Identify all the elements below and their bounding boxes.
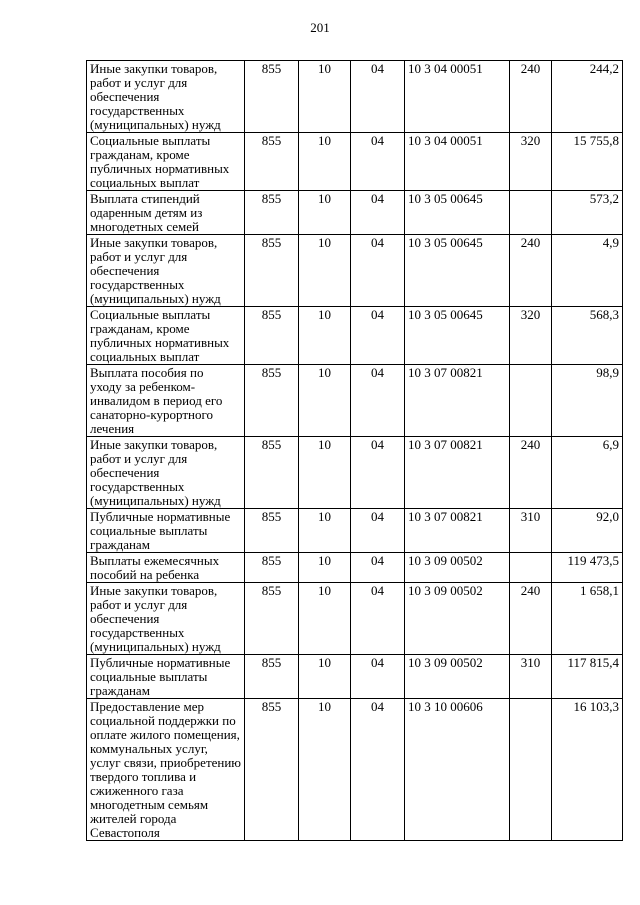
item-name-line: твердого топлива и xyxy=(90,769,197,784)
target-article-cell: 10 3 09 00502 xyxy=(405,583,510,655)
target-article-cell: 10 3 04 00051 xyxy=(405,133,510,191)
section-cell: 10 xyxy=(299,61,351,133)
item-name-cell xyxy=(87,437,245,509)
table-row xyxy=(87,509,623,553)
subsection-cell: 04 xyxy=(351,437,405,509)
item-name-line: социальных выплат xyxy=(90,175,200,190)
item-name-line: гражданам xyxy=(90,537,150,552)
item-name-cell xyxy=(87,61,245,133)
item-name-line: Социальные выплаты xyxy=(90,133,211,148)
amount-cell: 92,0 xyxy=(552,509,623,553)
item-name-line: уходу за ребенком- xyxy=(90,379,196,394)
amount-cell: 1 658,1 xyxy=(552,583,623,655)
item-name-line: (муниципальных) нужд xyxy=(90,117,221,132)
ministry-code-cell: 855 xyxy=(245,133,299,191)
item-name-cell xyxy=(87,191,245,235)
ministry-code-cell: 855 xyxy=(245,437,299,509)
amount-cell: 573,2 xyxy=(552,191,623,235)
budget-table xyxy=(86,60,623,841)
target-article-cell: 10 3 09 00502 xyxy=(405,655,510,699)
item-name-line: Иные закупки товаров, xyxy=(90,437,218,452)
table-row xyxy=(87,655,623,699)
item-name-line: Выплаты ежемесячных xyxy=(90,553,220,568)
item-name-line: оплате жилого помещения, xyxy=(90,727,240,742)
amount-cell: 117 815,4 xyxy=(552,655,623,699)
table-row xyxy=(87,553,623,583)
page-number: 201 xyxy=(310,20,330,35)
section-cell: 10 xyxy=(299,655,351,699)
amount-cell: 15 755,8 xyxy=(552,133,623,191)
expense-kind-cell: 320 xyxy=(510,133,552,191)
subsection-cell: 04 xyxy=(351,307,405,365)
subsection-cell: 04 xyxy=(351,133,405,191)
item-name-line: публичных нормативных xyxy=(90,335,230,350)
section-cell: 10 xyxy=(299,437,351,509)
table-row xyxy=(87,133,623,191)
item-name-cell xyxy=(87,235,245,307)
item-name-line: социальные выплаты xyxy=(90,669,208,684)
amount-cell: 119 473,5 xyxy=(552,553,623,583)
target-article-cell: 10 3 07 00821 xyxy=(405,437,510,509)
item-name-cell xyxy=(87,365,245,437)
item-name-line: социальные выплаты xyxy=(90,523,208,538)
item-name-line: инвалидом в период его xyxy=(90,393,223,408)
item-name-line: жителей города xyxy=(90,811,177,826)
table-row xyxy=(87,699,623,841)
section-cell: 10 xyxy=(299,307,351,365)
table-row xyxy=(87,365,623,437)
item-name-line: Иные закупки товаров, xyxy=(90,61,218,76)
item-name-line: одаренным детям из xyxy=(90,205,203,220)
expense-kind-cell: 310 xyxy=(510,509,552,553)
item-name-cell xyxy=(87,307,245,365)
item-name-line: работ и услуг для xyxy=(90,597,188,612)
item-name-line: обеспечения xyxy=(90,611,160,626)
target-article-cell: 10 3 05 00645 xyxy=(405,235,510,307)
target-article-cell: 10 3 05 00645 xyxy=(405,191,510,235)
item-name-line: (муниципальных) нужд xyxy=(90,291,221,306)
item-name-line: Выплата пособия по xyxy=(90,365,204,380)
subsection-cell: 04 xyxy=(351,509,405,553)
target-article-cell: 10 3 07 00821 xyxy=(405,365,510,437)
item-name-line: гражданам, кроме xyxy=(90,147,190,162)
item-name-line: Иные закупки товаров, xyxy=(90,235,218,250)
item-name-line: Предоставление мер xyxy=(90,699,204,714)
item-name-line: работ и услуг для xyxy=(90,451,188,466)
ministry-code-cell: 855 xyxy=(245,235,299,307)
subsection-cell: 04 xyxy=(351,699,405,841)
table-row xyxy=(87,235,623,307)
item-name-line: социальной поддержки по xyxy=(90,713,236,728)
item-name-cell xyxy=(87,699,245,841)
amount-cell: 6,9 xyxy=(552,437,623,509)
item-name-line: лечения xyxy=(90,421,135,436)
subsection-cell: 04 xyxy=(351,583,405,655)
item-name-line: санаторно-курортного xyxy=(90,407,213,422)
target-article-cell: 10 3 07 00821 xyxy=(405,509,510,553)
table-row xyxy=(87,307,623,365)
item-name-line: коммунальных услуг, xyxy=(90,741,208,756)
target-article-cell: 10 3 05 00645 xyxy=(405,307,510,365)
section-cell: 10 xyxy=(299,699,351,841)
subsection-cell: 04 xyxy=(351,553,405,583)
item-name-cell xyxy=(87,553,245,583)
ministry-code-cell: 855 xyxy=(245,307,299,365)
item-name-line: работ и услуг для xyxy=(90,249,188,264)
item-name-line: Публичные нормативные xyxy=(90,509,231,524)
item-name-line: гражданам, кроме xyxy=(90,321,190,336)
amount-cell: 244,2 xyxy=(552,61,623,133)
expense-kind-cell xyxy=(510,365,552,437)
expense-kind-cell: 320 xyxy=(510,307,552,365)
item-name-cell xyxy=(87,509,245,553)
expense-kind-cell: 240 xyxy=(510,583,552,655)
section-cell: 10 xyxy=(299,553,351,583)
table-row xyxy=(87,191,623,235)
item-name-line: Иные закупки товаров, xyxy=(90,583,218,598)
target-article-cell: 10 3 10 00606 xyxy=(405,699,510,841)
item-name-line: государственных xyxy=(90,625,185,640)
amount-cell: 4,9 xyxy=(552,235,623,307)
target-article-cell: 10 3 09 00502 xyxy=(405,553,510,583)
section-cell: 10 xyxy=(299,365,351,437)
section-cell: 10 xyxy=(299,583,351,655)
section-cell: 10 xyxy=(299,133,351,191)
item-name-line: работ и услуг для xyxy=(90,75,188,90)
item-name-line: государственных xyxy=(90,277,185,292)
table-row xyxy=(87,583,623,655)
item-name-line: социальных выплат xyxy=(90,349,200,364)
expense-kind-cell: 310 xyxy=(510,655,552,699)
ministry-code-cell: 855 xyxy=(245,655,299,699)
item-name-cell xyxy=(87,133,245,191)
subsection-cell: 04 xyxy=(351,61,405,133)
item-name-cell xyxy=(87,583,245,655)
amount-cell: 16 103,3 xyxy=(552,699,623,841)
expense-kind-cell xyxy=(510,191,552,235)
expense-kind-cell xyxy=(510,553,552,583)
expense-kind-cell: 240 xyxy=(510,437,552,509)
ministry-code-cell: 855 xyxy=(245,583,299,655)
item-name-line: сжиженного газа xyxy=(90,783,184,798)
subsection-cell: 04 xyxy=(351,365,405,437)
item-name-line: гражданам xyxy=(90,683,150,698)
ministry-code-cell: 855 xyxy=(245,191,299,235)
amount-cell: 568,3 xyxy=(552,307,623,365)
budget-table-body xyxy=(87,61,623,841)
subsection-cell: 04 xyxy=(351,655,405,699)
item-name-line: обеспечения xyxy=(90,465,160,480)
section-cell: 10 xyxy=(299,191,351,235)
item-name-line: многодетных семей xyxy=(90,219,199,234)
item-name-line: Публичные нормативные xyxy=(90,655,231,670)
ministry-code-cell: 855 xyxy=(245,699,299,841)
expense-kind-cell xyxy=(510,699,552,841)
item-name-line: Социальные выплаты xyxy=(90,307,211,322)
target-article-cell: 10 3 04 00051 xyxy=(405,61,510,133)
item-name-cell xyxy=(87,655,245,699)
expense-kind-cell: 240 xyxy=(510,61,552,133)
item-name-line: обеспечения xyxy=(90,263,160,278)
item-name-line: многодетным семьям xyxy=(90,797,209,812)
ministry-code-cell: 855 xyxy=(245,61,299,133)
section-cell: 10 xyxy=(299,509,351,553)
subsection-cell: 04 xyxy=(351,191,405,235)
item-name-line: государственных xyxy=(90,479,185,494)
item-name-line: услуг связи, приобретению xyxy=(90,755,242,770)
item-name-line: пособий на ребенка xyxy=(90,567,200,582)
amount-cell: 98,9 xyxy=(552,365,623,437)
item-name-line: государственных xyxy=(90,103,185,118)
ministry-code-cell: 855 xyxy=(245,509,299,553)
item-name-line: Выплата стипендий xyxy=(90,191,200,206)
expense-kind-cell: 240 xyxy=(510,235,552,307)
item-name-line: (муниципальных) нужд xyxy=(90,639,221,654)
ministry-code-cell: 855 xyxy=(245,365,299,437)
subsection-cell: 04 xyxy=(351,235,405,307)
table-row xyxy=(87,437,623,509)
item-name-line: публичных нормативных xyxy=(90,161,230,176)
item-name-line: Севастополя xyxy=(90,825,160,840)
item-name-line: обеспечения xyxy=(90,89,160,104)
item-name-line: (муниципальных) нужд xyxy=(90,493,221,508)
table-row xyxy=(87,61,623,133)
section-cell: 10 xyxy=(299,235,351,307)
ministry-code-cell: 855 xyxy=(245,553,299,583)
